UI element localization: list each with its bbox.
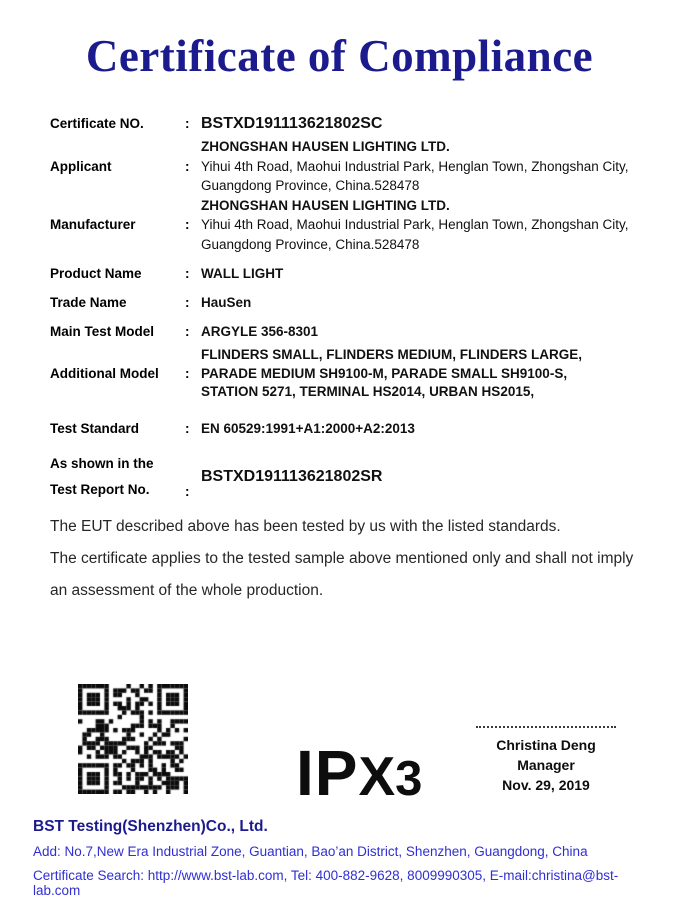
certificate-no-value: BSTXD191113621802SC — [201, 115, 383, 132]
signature-date: Nov. 29, 2019 — [502, 777, 590, 793]
test-report-label-line2: Test Report No. — [50, 481, 150, 497]
additional-model-label: Additional Model — [50, 366, 159, 382]
ip-rating-x: X — [358, 745, 396, 807]
certificate-title: Certificate of Compliance — [85, 31, 594, 81]
signature-role: Manager — [517, 757, 575, 773]
field-row-trade-name — [50, 293, 656, 312]
signature-name: Christina Deng — [496, 737, 596, 753]
field-row-manufacturer — [50, 196, 656, 255]
colon-separator: : — [185, 420, 190, 436]
applicant-address-line2: Guangdong Province, China.528478 — [201, 178, 420, 193]
applicant-value — [201, 137, 656, 196]
applicant-label: Applicant — [50, 158, 112, 174]
statement-line3: an assessment of the whole production. — [50, 582, 324, 599]
product-name-value: WALL LIGHT — [201, 266, 284, 281]
statement-line1: The EUT described above has been tested by us with the listed standards. — [50, 518, 561, 535]
ip-rating-prefix: IP — [296, 737, 359, 809]
field-row-main-test-model — [50, 322, 656, 341]
footer-address: Add: No.7,New Era Industrial Zone, Guantian, Bao’an District, Shenzhen, Guangdong, China — [33, 844, 588, 859]
applicant-company: ZHONGSHAN HAUSEN LIGHTING LTD. — [201, 139, 450, 154]
certificate-fields — [50, 114, 656, 503]
ip-rating — [296, 736, 422, 810]
qr-code-icon — [78, 684, 188, 794]
signature-dotted-line — [476, 726, 616, 728]
footer — [33, 818, 663, 904]
product-name-label: Product Name — [50, 266, 142, 281]
test-report-label-line1: As shown in the — [50, 455, 154, 471]
colon-separator: : — [185, 324, 190, 339]
field-row-applicant — [50, 137, 656, 196]
colon-separator: : — [185, 158, 190, 174]
test-standard-label: Test Standard — [50, 420, 140, 436]
main-test-model-label: Main Test Model — [50, 324, 155, 339]
field-row-additional-model — [50, 346, 656, 402]
field-row-product-name — [50, 264, 656, 283]
test-standard-value: EN 60529:1991+A1:2000+A2:2013 — [201, 420, 415, 436]
trade-name-value: HauSen — [201, 295, 252, 310]
compliance-statement — [50, 511, 656, 607]
footer-company-name: BST Testing(Shenzhen)Co., Ltd. — [33, 818, 268, 835]
colon-separator: : — [185, 116, 190, 131]
field-row-certificate-no — [50, 114, 656, 134]
manufacturer-company: ZHONGSHAN HAUSEN LIGHTING LTD. — [201, 197, 450, 213]
trade-name-label: Trade Name — [50, 295, 127, 310]
manufacturer-label: Manufacturer — [50, 217, 136, 233]
field-row-test-standard — [50, 419, 656, 438]
manufacturer-address-line1: Yihui 4th Road, Maohui Industrial Park, Henglan Town, Zhongshan City, — [201, 217, 629, 232]
applicant-address-line1: Yihui 4th Road, Maohui Industrial Park, Henglan Town, Zhongshan City, — [201, 158, 629, 174]
colon-separator: : — [185, 266, 190, 281]
manufacturer-address-line2: Guangdong Province, China.528478 — [201, 236, 420, 252]
colon-separator: : — [185, 483, 190, 499]
additional-model-line3: STATION 5271, TERMINAL HS2014, URBAN HS2015, — [201, 384, 535, 399]
main-test-model-value: ARGYLE 356-8301 — [201, 324, 319, 339]
additional-model-line1: FLINDERS SMALL, FLINDERS MEDIUM, FLINDERS LARGE, — [201, 347, 582, 362]
certificate-no-label: Certificate NO. — [50, 116, 144, 131]
colon-separator: : — [185, 366, 190, 382]
test-report-value: BSTXD191113621802SR — [201, 468, 383, 485]
test-report-label — [50, 451, 185, 503]
colon-separator: : — [185, 217, 190, 233]
statement-line2: The certificate applies to the tested sample above mentioned only and shall not imply — [50, 550, 634, 567]
colon-separator: : — [185, 295, 190, 310]
footer-certificate-search: Certificate Search: http://www.bst-lab.com, Tel: 400-882-9628, 8009990305, E-mail:christina@bst-lab.com — [33, 867, 619, 898]
additional-model-line2: PARADE MEDIUM SH9100-M, PARADE SMALL SH9100-S, — [201, 365, 568, 381]
manufacturer-value — [201, 196, 656, 255]
additional-model-value — [201, 346, 656, 402]
ip-rating-number: 3 — [395, 752, 423, 806]
signature-block — [466, 726, 626, 795]
field-row-test-report — [50, 451, 656, 503]
